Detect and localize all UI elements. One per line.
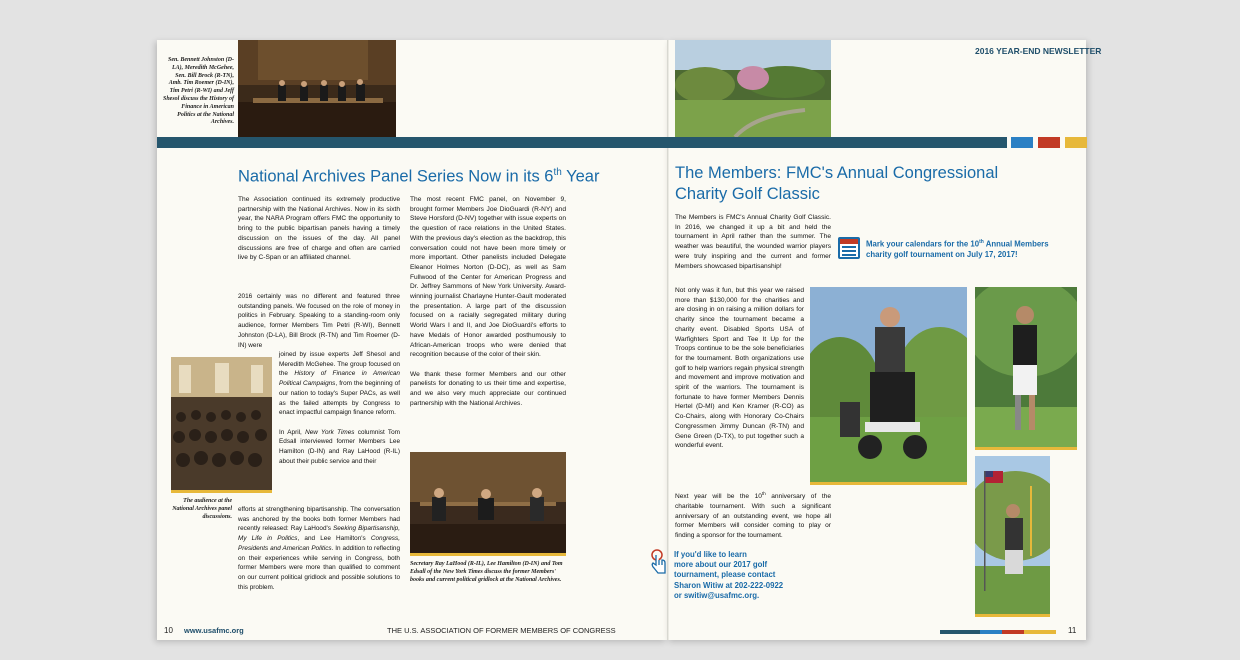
left-page-number: 10 [164,626,173,635]
calendar-icon [838,237,860,259]
left-col1-p2: 2016 certainly was no different and featured three outstanding panels. We focused on the role of money in politics in February. Speaking to a standing-room only audience, former Members Tim Petri (R-WI), Bennett Johnston (D-LA), Bill Brock (R-TN) and Tim Roemer (D-IN) were [238,293,400,349]
red-square [1038,137,1060,148]
calendar-callout: Mark your calendars for the 10th Annual Members charity golf tournament on July 17, 2017! [866,239,1049,259]
adaptive-golfer-photo [810,287,967,482]
amputee-golfer-photo [975,287,1077,447]
left-col2-p1: The most recent FMC panel, on November 9, brought former Members Joe DioGuardi (R-NY) and Steve Horsford (D-NV) together with issue experts on the question of race relations in the United States. With the previous day's election as the backdrop, this conversation could not have been more timely or more important. Other panelists included Delegate Eleanor Holmes Norton (D-DC), as well as Sam Fullwood of the Center for American Progress and Dr. Jeffrey Sammons of New York University. Award-winning journalist Charlayne Hunter-Gault moderated the presentation. A large part of the discussion focused on a racially segregated military during World Wars I and II, and Joe DioGuardi's efforts to have Medals of Honor awarded posthumously to African-American troops who were denied that recognition because of the color of their skin. [410,196,566,359]
left-col1-p1: The Association continued its extremely productive partnership with the National Archives. Now in its sixth year, the NARA Program offers FMC the opportunity to bring to the public bipartisan panels having a timely discussion on the issues of the day. All panel discussions are free of charge and often are carried live by C-Span or an affiliated channel. [238,196,400,262]
flag-photo-rule [975,614,1050,617]
right-p3: Next year will be the 10th anniversary of the charitable tournament. With such a significant anniversary of an outstanding event, we hope all former Members will consider coming to play or finding a sponsor for the tournament. [675,491,831,539]
golfer-photo-rule [810,482,967,485]
left-headline: National Archives Panel Series Now in its 6th Year [238,167,600,186]
right-page-number: 11 [1068,626,1077,635]
panel-photo [410,452,566,553]
left-col2-p2: We thank these former Members and our other panelists for donating to us their time and expertise, and we also very much appreciate our continued partnership with the National Archives. [410,370,566,407]
footer-url[interactable]: www.usafmc.org [184,626,244,635]
footer-band-blue [980,630,1002,634]
audience-caption: The audience at the National Archives panel discussions. [172,498,232,520]
newsletter-title: 2016 YEAR-END NEWSLETTER [975,46,1102,56]
left-col1-top [238,195,400,273]
blue-square [1011,137,1033,148]
amputee-photo-rule [975,447,1077,450]
right-p2: Not only was it fun, but this year we raised more than $130,000 for the charities and are closing in on raising a million dollars for charity since the tournament became a charity event. Disabled Sports USA of Warfighters Sport and Tee It Up for the Troops continue to be the sole beneficiaries for the tournament. Both organizations use golf to help warriors regain physical strength and movement and improve motivation and spirit of the warriors. The tournament is fortunate to have former Members Dennis Hertel (D-MI) and Ken Kramer (R-CO) as Co-Chairs, along with Honorary Co-Chairs Congressmen Jimmy Duncan (R-TN) and Gene Green (D-TX), to put together such a wonderful event. [675,287,805,450]
footer-org: THE U.S. ASSOCIATION OF FORMER MEMBERS OF CONGRESS [387,626,616,635]
right-headline: The Members: FMC's Annual Congressional Charity Golf Classic [675,164,999,203]
left-col1-p2-block [238,292,400,350]
panel-photo-rule [410,553,566,556]
gold-square [1065,137,1087,148]
left-col1-wrap: joined by issue experts Jeff Shesol and Meredith McGehee. The group focused on the History of Finance in American Political Campaigns, from the beginning of our nation to today's Super PACs, as well as the failed attempts by Congress to enact impactful campaign finance reform. In April, New York Times columnist Tom Edsall interviewed former Members Lee Hamilton (D-IN) and Ray LaHood (R-IL) about their public service and their [279,351,401,465]
panel-caption: Secretary Ray LaHood (R-IL), Lee Hamilton (D-IN) and Tom Edsall of the New York Times discuss the former Members' books and current political gridlock at the National Archives. [410,561,563,583]
left-col1-bottom: efforts at strengthening bipartisanship. The conversation was anchored by the books both former Members had recently released: Ray LaHood's Seeking Bipartisanship, My Life in Politics, and Lee Hamilton's Congress, Presidents and American Politics. In addition to reflecting on their experiences while serving in Congress, both former Members were more than qualified to comment on our current political gridlock and possible solutions to this problem. [238,506,400,591]
header-band-right [667,137,1007,148]
footer-band-gold [1024,630,1056,634]
right-intro: The Members is FMC's Annual Charity Golf Classic. In 2016, we changed it up a bit and held the tournament in April rather than the summer. The weather was beautiful, the wounded warrior players were truly inspiring and the current and former Members showcased bipartisanship! [675,214,831,270]
audience-photo [171,357,272,490]
left-col2 [410,195,566,418]
audience-photo-rule [171,490,272,493]
contact-cta[interactable]: If you'd like to learn more about our 2017 golf tournament, please contact Sharon Witiw at 202-222-0922 or switiw@usafmc.org. [674,550,784,600]
header-band-left [157,137,667,148]
flag-golfer-photo [975,456,1050,614]
footer-band-red [1002,630,1024,634]
panel-stage-photo [238,40,396,137]
footer-band-navy [940,630,980,634]
golf-course-photo [675,40,831,137]
top-photo-caption: Sen. Bennett Johnston (D-LA), Meredith McGehee, Sen. Bill Brock (R-TN), Amb. Tim Roemer (D-IN), Tim Petri (R-WI) and Jeff Shesol discuss the History of Finance in American Politics at the National Archives. [162,57,234,126]
pointer-hand-icon [649,549,669,575]
